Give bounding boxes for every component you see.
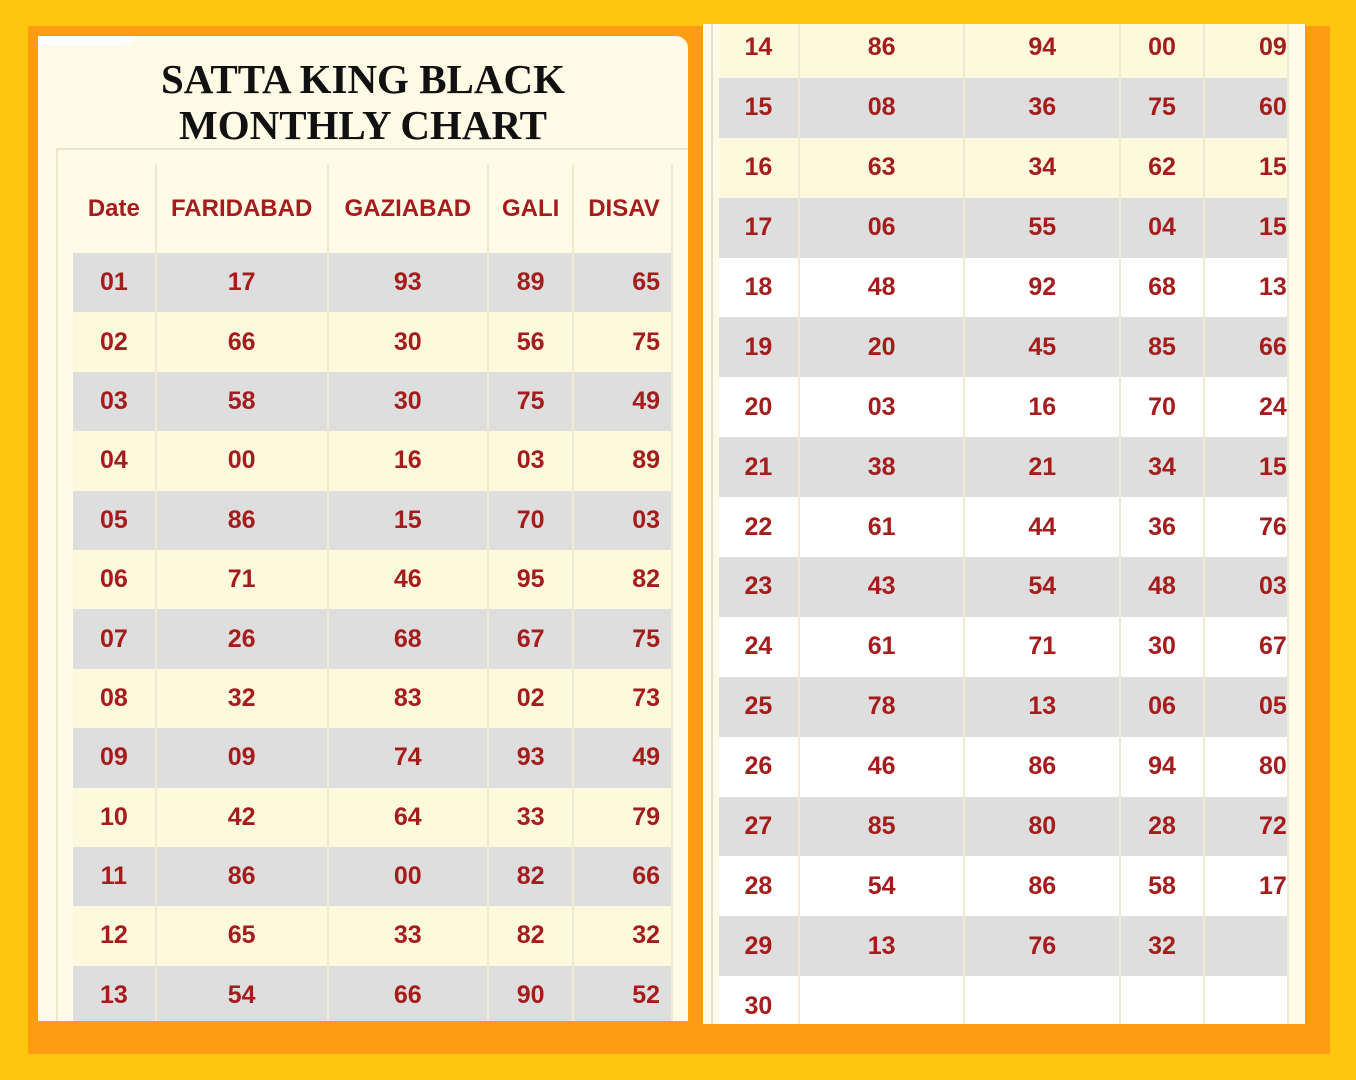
cell-faridabad: 86 (799, 24, 965, 78)
header-faridabad: FARIDABAD (156, 164, 328, 253)
cell-gaziabad: 36 (964, 78, 1120, 138)
cell-date: 10 (73, 788, 156, 847)
cell-gali: 85 (1120, 317, 1204, 377)
cell-date: 04 (73, 431, 156, 490)
cell-faridabad: 48 (799, 258, 965, 318)
cell-gaziabad: 33 (328, 906, 488, 965)
cell-disawar: 17 (1204, 856, 1288, 916)
cell-gaziabad: 86 (964, 737, 1120, 797)
cell-gaziabad (964, 976, 1120, 1024)
cell-gaziabad: 66 (328, 966, 488, 1021)
cell-date: 25 (719, 677, 799, 737)
header-gali: GALI (488, 164, 573, 253)
cell-disawar (1204, 976, 1288, 1024)
cell-date: 21 (719, 437, 799, 497)
cell-gali: 75 (488, 372, 573, 431)
cell-faridabad: 38 (799, 437, 965, 497)
cell-gali: 28 (1120, 797, 1204, 857)
cell-gali: 90 (488, 966, 573, 1021)
cell-faridabad: 66 (156, 312, 328, 371)
cell-faridabad: 00 (156, 431, 328, 490)
cell-faridabad: 61 (799, 497, 965, 557)
cell-gali: 95 (488, 550, 573, 609)
table-row (719, 557, 1288, 617)
cell-disawar: 03 (573, 491, 672, 550)
cell-disawar: 13 (1204, 258, 1288, 318)
cell-gali: 00 (1120, 24, 1204, 78)
cell-gaziabad: 80 (964, 797, 1120, 857)
cell-gaziabad: 16 (328, 431, 488, 490)
cell-faridabad: 71 (156, 550, 328, 609)
table-row (719, 856, 1288, 916)
cell-disawar: 09 (1204, 24, 1288, 78)
cell-gaziabad: 76 (964, 916, 1120, 976)
table-row (73, 728, 672, 787)
table-row (73, 906, 672, 965)
cell-disawar: 75 (573, 312, 672, 371)
table-row (73, 847, 672, 906)
cell-disawar: 49 (573, 372, 672, 431)
cell-faridabad: 03 (799, 377, 965, 437)
cell-faridabad: 85 (799, 797, 965, 857)
cell-gali: 30 (1120, 617, 1204, 677)
cell-gali: 48 (1120, 557, 1204, 617)
cell-date: 12 (73, 906, 156, 965)
cell-gaziabad: 34 (964, 138, 1120, 198)
cell-disawar: 89 (573, 431, 672, 490)
cell-date: 13 (73, 966, 156, 1021)
cell-gaziabad: 46 (328, 550, 488, 609)
cell-date: 29 (719, 916, 799, 976)
table-row (719, 497, 1288, 557)
cell-gali: 32 (1120, 916, 1204, 976)
cell-gali: 56 (488, 312, 573, 371)
cell-date: 22 (719, 497, 799, 557)
cell-gali: 75 (1120, 78, 1204, 138)
cell-gali: 06 (1120, 677, 1204, 737)
cell-faridabad: 26 (156, 609, 328, 668)
cell-gali: 82 (488, 906, 573, 965)
cell-disawar: 03 (1204, 557, 1288, 617)
page-divider (711, 24, 713, 1024)
table-header-row (73, 164, 672, 253)
cell-disawar: 82 (573, 550, 672, 609)
table-row (73, 550, 672, 609)
cell-gaziabad: 00 (328, 847, 488, 906)
cell-gaziabad: 16 (964, 377, 1120, 437)
table-frame (56, 148, 688, 1021)
table-row (719, 258, 1288, 318)
cell-date: 11 (73, 847, 156, 906)
cell-disawar: 66 (1204, 317, 1288, 377)
cell-gaziabad: 83 (328, 669, 488, 728)
cell-gali: 33 (488, 788, 573, 847)
cell-faridabad: 32 (156, 669, 328, 728)
table-scroll-area-continued[interactable] (719, 24, 1289, 1024)
chart-title (38, 56, 688, 148)
cell-date: 19 (719, 317, 799, 377)
table-row (719, 617, 1288, 677)
cell-gali: 93 (488, 728, 573, 787)
cell-gaziabad: 44 (964, 497, 1120, 557)
cell-date: 28 (719, 856, 799, 916)
cell-date: 02 (73, 312, 156, 371)
cell-disawar: 05 (1204, 677, 1288, 737)
cell-date: 01 (73, 253, 156, 312)
cell-faridabad: 17 (156, 253, 328, 312)
cell-gaziabad: 94 (964, 24, 1120, 78)
cell-faridabad: 09 (156, 728, 328, 787)
cell-gali: 58 (1120, 856, 1204, 916)
cell-date: 14 (719, 24, 799, 78)
cell-faridabad: 63 (799, 138, 965, 198)
cell-faridabad: 43 (799, 557, 965, 617)
cell-gaziabad: 93 (328, 253, 488, 312)
table-row (73, 669, 672, 728)
cell-date: 20 (719, 377, 799, 437)
cell-faridabad: 54 (799, 856, 965, 916)
cell-faridabad: 65 (156, 906, 328, 965)
cell-gaziabad: 30 (328, 372, 488, 431)
top-tab-notch (38, 36, 134, 46)
cell-disawar: 80 (1204, 737, 1288, 797)
cell-gaziabad: 55 (964, 198, 1120, 258)
chart-title-line-2: MONTHLY CHART (179, 102, 547, 148)
header-date: Date (73, 164, 156, 253)
cell-gali: 36 (1120, 497, 1204, 557)
table-row (719, 976, 1288, 1024)
cell-faridabad: 61 (799, 617, 965, 677)
cell-gali: 94 (1120, 737, 1204, 797)
cell-disawar: 24 (1204, 377, 1288, 437)
cell-gaziabad: 86 (964, 856, 1120, 916)
cell-disawar: 73 (573, 669, 672, 728)
cell-gaziabad: 68 (328, 609, 488, 668)
cell-disawar: 79 (573, 788, 672, 847)
cell-gali: 89 (488, 253, 573, 312)
cell-gali: 62 (1120, 138, 1204, 198)
cell-faridabad: 42 (156, 788, 328, 847)
cell-date: 30 (719, 976, 799, 1024)
table-row (719, 797, 1288, 857)
cell-gali: 68 (1120, 258, 1204, 318)
cell-disawar: 15 (1204, 138, 1288, 198)
monthly-results-table-continued (719, 24, 1289, 1024)
cell-disawar: 15 (1204, 437, 1288, 497)
cell-gaziabad: 30 (328, 312, 488, 371)
cell-disawar: 15 (1204, 198, 1288, 258)
chart-left-page (38, 36, 688, 1021)
monthly-results-table (73, 164, 673, 1021)
cell-faridabad: 08 (799, 78, 965, 138)
cell-gaziabad: 74 (328, 728, 488, 787)
cell-date: 24 (719, 617, 799, 677)
table-row (719, 737, 1288, 797)
chart-right-page (703, 24, 1305, 1024)
cell-gali: 70 (1120, 377, 1204, 437)
cell-gaziabad: 92 (964, 258, 1120, 318)
table-row (73, 253, 672, 312)
cell-disawar: 67 (1204, 617, 1288, 677)
cell-date: 07 (73, 609, 156, 668)
cell-disawar: 75 (573, 609, 672, 668)
cell-gaziabad: 54 (964, 557, 1120, 617)
cell-faridabad: 06 (799, 198, 965, 258)
cell-faridabad: 46 (799, 737, 965, 797)
cell-date: 06 (73, 550, 156, 609)
cell-faridabad (799, 976, 965, 1024)
cell-gali: 70 (488, 491, 573, 550)
table-row (719, 437, 1288, 497)
cell-date: 05 (73, 491, 156, 550)
cell-disawar: 65 (573, 253, 672, 312)
cell-date: 17 (719, 198, 799, 258)
cell-date: 09 (73, 728, 156, 787)
cell-faridabad: 78 (799, 677, 965, 737)
cell-date: 03 (73, 372, 156, 431)
cell-gaziabad: 15 (328, 491, 488, 550)
cell-disawar: 52 (573, 966, 672, 1021)
table-row (719, 377, 1288, 437)
header-disawar: DISAV (573, 164, 672, 253)
cell-faridabad: 20 (799, 317, 965, 377)
table-row (719, 317, 1288, 377)
cell-gaziabad: 71 (964, 617, 1120, 677)
cell-faridabad: 13 (799, 916, 965, 976)
cell-date: 27 (719, 797, 799, 857)
cell-faridabad: 58 (156, 372, 328, 431)
cell-gali: 34 (1120, 437, 1204, 497)
table-row (73, 788, 672, 847)
cell-disawar (1204, 916, 1288, 976)
cell-disawar: 49 (573, 728, 672, 787)
cell-gaziabad: 21 (964, 437, 1120, 497)
table-row (73, 312, 672, 371)
cell-gaziabad: 45 (964, 317, 1120, 377)
cell-date: 16 (719, 138, 799, 198)
table-row (719, 916, 1288, 976)
cell-disawar: 66 (573, 847, 672, 906)
table-row (73, 491, 672, 550)
cell-gali (1120, 976, 1204, 1024)
cell-gali: 82 (488, 847, 573, 906)
header-gaziabad: GAZIABAD (328, 164, 488, 253)
cell-gali: 03 (488, 431, 573, 490)
cell-disawar: 72 (1204, 797, 1288, 857)
cell-gali: 02 (488, 669, 573, 728)
cell-gaziabad: 64 (328, 788, 488, 847)
cell-faridabad: 86 (156, 847, 328, 906)
cell-gali: 67 (488, 609, 573, 668)
cell-disawar: 32 (573, 906, 672, 965)
table-row (719, 78, 1288, 138)
table-row (719, 138, 1288, 198)
cell-date: 18 (719, 258, 799, 318)
cell-disawar: 76 (1204, 497, 1288, 557)
table-row (719, 677, 1288, 737)
table-row (73, 966, 672, 1021)
cell-disawar: 60 (1204, 78, 1288, 138)
table-row (73, 609, 672, 668)
table-row (719, 24, 1288, 78)
cell-gaziabad: 13 (964, 677, 1120, 737)
table-row (73, 372, 672, 431)
cell-date: 15 (719, 78, 799, 138)
table-row (73, 431, 672, 490)
cell-faridabad: 54 (156, 966, 328, 1021)
cell-date: 23 (719, 557, 799, 617)
chart-title-line-1: SATTA KING BLACK (160, 56, 565, 102)
cell-date: 08 (73, 669, 156, 728)
cell-faridabad: 86 (156, 491, 328, 550)
table-row (719, 198, 1288, 258)
cell-gali: 04 (1120, 198, 1204, 258)
table-scroll-area[interactable] (73, 164, 673, 1021)
cell-date: 26 (719, 737, 799, 797)
